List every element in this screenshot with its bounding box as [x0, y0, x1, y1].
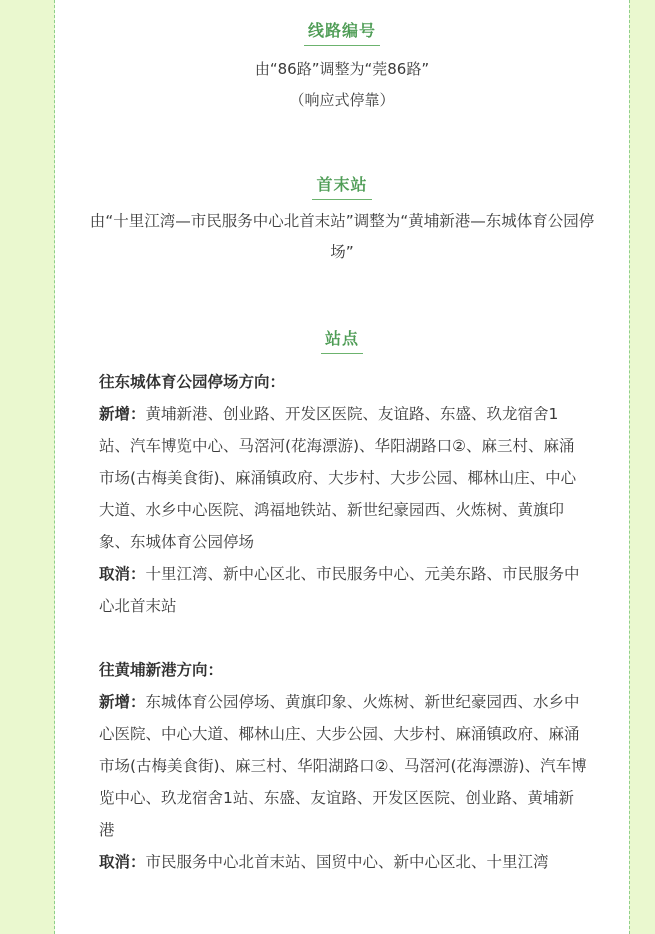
article-content [55, 0, 629, 934]
route-number-section [55, 18, 629, 116]
terminals-section [55, 172, 629, 268]
added-stops: 黄埔新港、创业路、开发区医院、友谊路、东盛、玖龙宿舍1站、汽车博览中心、马滘河(花海漂游)、华阳湖路口②、麻三村、麻涌市场(古梅美食街)、麻涌镇政府、大步村、大步公园、椰林山庄、中心大道、水乡中心医院、鸿福地铁站、新世纪豪园西、火炼树、黄旗印象、东城体育公园停场 [99, 405, 577, 551]
direction-huangpu-block [99, 654, 589, 878]
cancel-label: 取消： [99, 565, 146, 583]
terminals-change: 由“十里江湾—市民服务中心北首末站”调整为“黄埔新港—东城体育公园停场” [89, 212, 595, 261]
added-label: 新增： [99, 405, 146, 423]
cancelled-stops: 十里江湾、新中心区北、市民服务中心、元美东路、市民服务中心北首末站 [99, 565, 580, 615]
added-stops: 东城体育公园停场、黄旗印象、火炼树、新世纪豪园西、水乡中心医院、中心大道、椰林山庄、大步公园、大步村、麻涌镇政府、麻涌市场(古梅美食街)、麻三村、华阳湖路口②、马滘河(花海漂游)、汽车博览中心、玖龙宿舍1站、东盛、友谊路、开发区医院、创业路、黄埔新港 [99, 693, 587, 839]
route-number-heading: 线路编号 [304, 18, 380, 46]
left-border-panel [0, 0, 55, 934]
direction-huangpu-added [99, 686, 589, 846]
route-number-change: 由“86路”调整为“莞86路” [254, 60, 430, 78]
cancelled-stops: 市民服务中心北首末站、国贸中心、新中心区北、十里江湾 [145, 853, 549, 871]
terminals-heading: 首末站 [312, 172, 371, 200]
direction-east-added [99, 398, 589, 558]
route-number-note: （响应式停靠） [289, 91, 395, 109]
right-border-panel [629, 0, 655, 934]
direction-east-cancelled [99, 558, 589, 622]
stops-section [55, 326, 629, 354]
stops-heading: 站点 [321, 326, 363, 354]
direction-east-block [99, 366, 589, 622]
direction-east-title: 往东城体育公园停场方向： [99, 373, 286, 391]
cancel-label: 取消： [99, 853, 146, 871]
added-label: 新增： [99, 693, 146, 711]
direction-huangpu-title: 往黄埔新港方向： [99, 661, 224, 679]
direction-huangpu-cancelled [99, 846, 589, 878]
